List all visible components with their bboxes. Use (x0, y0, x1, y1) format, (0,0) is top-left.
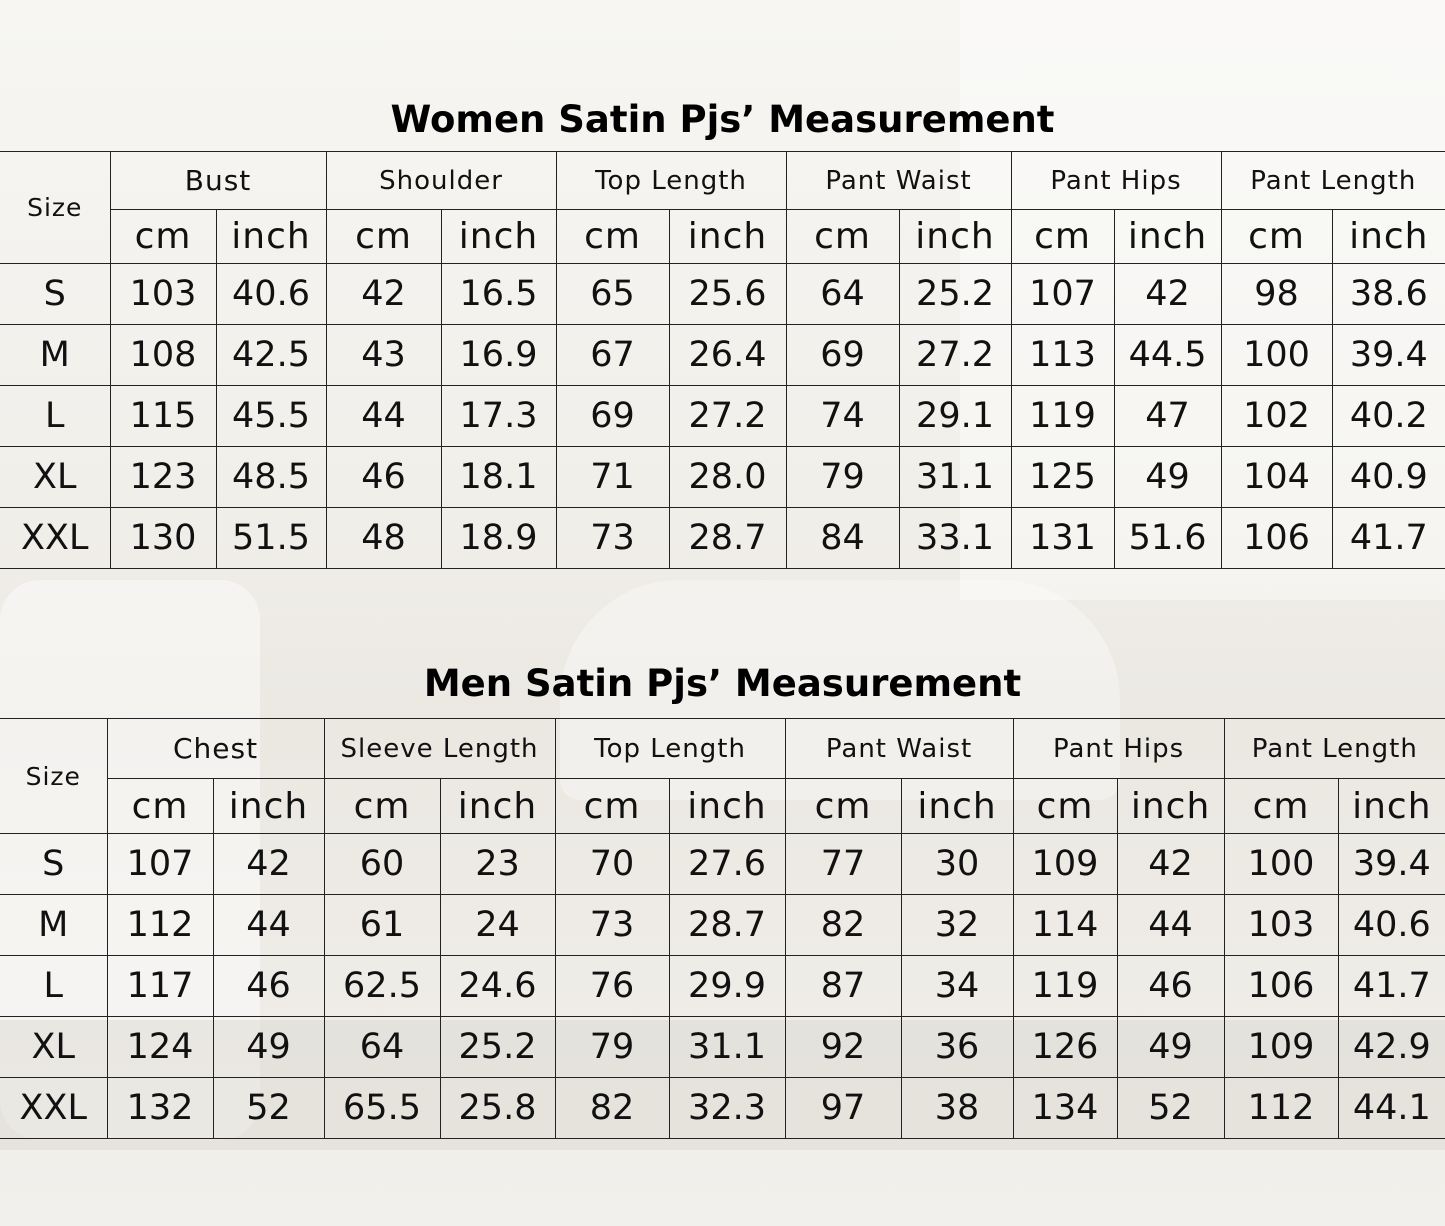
measurement-cell: 16.9 (441, 325, 556, 386)
measurement-cell: 46 (213, 956, 324, 1017)
table-row (0, 264, 1445, 325)
table-row (0, 386, 1445, 447)
unit-inch: inch (441, 210, 556, 264)
measurement-cell: 62.5 (324, 956, 440, 1017)
size-cell: M (0, 895, 107, 956)
measurement-cell: 24.6 (440, 956, 555, 1017)
measurement-cell: 109 (1224, 1017, 1338, 1078)
men-table-body (0, 834, 1445, 1139)
unit-inch: inch (1338, 779, 1445, 834)
measurement-cell: 18.1 (441, 447, 556, 508)
unit-cm: cm (107, 779, 213, 834)
measurement-cell: 41.7 (1332, 508, 1445, 569)
measurement-cell: 87 (785, 956, 901, 1017)
measurement-cell: 71 (556, 447, 669, 508)
men-chart-title: Men Satin Pjs’ Measurement (423, 662, 1022, 705)
unit-inch: inch (1117, 779, 1224, 834)
unit-cm: cm (1224, 779, 1338, 834)
measurement-cell: 70 (555, 834, 669, 895)
measurement-cell: 39.4 (1332, 325, 1445, 386)
measurement-cell: 24 (440, 895, 555, 956)
measurement-cell: 100 (1224, 834, 1338, 895)
measurement-cell: 29.1 (899, 386, 1011, 447)
pant-length-header: Pant Length (1221, 152, 1445, 210)
pant-hips-header: Pant Hips (1013, 719, 1224, 779)
measurement-cell: 74 (786, 386, 899, 447)
measurement-cell: 48.5 (216, 447, 326, 508)
measurement-cell: 32 (901, 895, 1013, 956)
unit-cm: cm (1013, 779, 1117, 834)
measurement-cell: 49 (1114, 447, 1221, 508)
size-cell: S (0, 834, 107, 895)
bust-header: Bust (110, 152, 326, 210)
unit-inch: inch (1332, 210, 1445, 264)
measurement-cell: 33.1 (899, 508, 1011, 569)
measurement-cell: 43 (326, 325, 441, 386)
measurement-cell: 27.2 (669, 386, 786, 447)
measurement-cell: 134 (1013, 1078, 1117, 1139)
men-size-table (0, 718, 1445, 1139)
measurement-cell: 16.5 (441, 264, 556, 325)
measurement-cell: 103 (110, 264, 216, 325)
measurement-cell: 27.6 (669, 834, 785, 895)
table-row (0, 447, 1445, 508)
measurement-cell: 42 (326, 264, 441, 325)
measurement-cell: 28.7 (669, 895, 785, 956)
measurement-cell: 119 (1011, 386, 1114, 447)
measurement-cell: 65.5 (324, 1078, 440, 1139)
table-row (0, 895, 1445, 956)
measurement-cell: 79 (555, 1017, 669, 1078)
measurement-cell: 125 (1011, 447, 1114, 508)
measurement-cell: 98 (1221, 264, 1332, 325)
size-cell: XL (0, 447, 110, 508)
table-row (0, 508, 1445, 569)
unit-inch: inch (669, 210, 786, 264)
measurement-cell: 42 (1117, 834, 1224, 895)
table-row (0, 834, 1445, 895)
measurement-cell: 36 (901, 1017, 1013, 1078)
measurement-cell: 39.4 (1338, 834, 1445, 895)
size-cell: M (0, 325, 110, 386)
measurement-cell: 40.6 (216, 264, 326, 325)
measurement-cell: 64 (324, 1017, 440, 1078)
measurement-cell: 69 (786, 325, 899, 386)
unit-inch: inch (669, 779, 785, 834)
size-cell: XL (0, 1017, 107, 1078)
measurement-cell: 49 (1117, 1017, 1224, 1078)
pant-waist-header: Pant Waist (785, 719, 1013, 779)
measurement-cell: 67 (556, 325, 669, 386)
measurement-cell: 103 (1224, 895, 1338, 956)
table-row (0, 1078, 1445, 1139)
women-chart-title: Women Satin Pjs’ Measurement (390, 98, 1055, 141)
size-cell: XXL (0, 508, 110, 569)
table-row (0, 956, 1445, 1017)
measurement-cell: 40.6 (1338, 895, 1445, 956)
measurement-cell: 73 (555, 895, 669, 956)
measurement-cell: 130 (110, 508, 216, 569)
measurement-cell: 92 (785, 1017, 901, 1078)
size-header: Size (0, 152, 110, 264)
measurement-cell: 25.6 (669, 264, 786, 325)
measurement-cell: 25.2 (440, 1017, 555, 1078)
measurement-cell: 32.3 (669, 1078, 785, 1139)
unit-cm: cm (1221, 210, 1332, 264)
measurement-cell: 106 (1224, 956, 1338, 1017)
measurement-cell: 38.6 (1332, 264, 1445, 325)
measurement-cell: 64 (786, 264, 899, 325)
measurement-cell: 42 (213, 834, 324, 895)
unit-cm: cm (324, 779, 440, 834)
women-table-body (0, 264, 1445, 569)
unit-cm: cm (556, 210, 669, 264)
table-header-row (0, 719, 1445, 779)
top-length-header: Top Length (556, 152, 786, 210)
unit-inch: inch (216, 210, 326, 264)
measurement-cell: 61 (324, 895, 440, 956)
measurement-cell: 42 (1114, 264, 1221, 325)
unit-cm: cm (786, 210, 899, 264)
unit-cm: cm (1011, 210, 1114, 264)
measurement-cell: 27.2 (899, 325, 1011, 386)
table-header-row (0, 152, 1445, 210)
measurement-cell: 114 (1013, 895, 1117, 956)
measurement-cell: 34 (901, 956, 1013, 1017)
measurement-cell: 126 (1013, 1017, 1117, 1078)
measurement-cell: 29.9 (669, 956, 785, 1017)
measurement-cell: 46 (1117, 956, 1224, 1017)
measurement-cell: 38 (901, 1078, 1013, 1139)
pant-length-header: Pant Length (1224, 719, 1445, 779)
measurement-cell: 45.5 (216, 386, 326, 447)
measurement-cell: 44 (213, 895, 324, 956)
measurement-cell: 107 (1011, 264, 1114, 325)
measurement-cell: 41.7 (1338, 956, 1445, 1017)
measurement-cell: 109 (1013, 834, 1117, 895)
measurement-cell: 132 (107, 1078, 213, 1139)
sleeve-length-header: Sleeve Length (324, 719, 555, 779)
measurement-cell: 47 (1114, 386, 1221, 447)
measurement-cell: 69 (556, 386, 669, 447)
table-unit-row (0, 210, 1445, 264)
measurement-cell: 23 (440, 834, 555, 895)
measurement-cell: 112 (1224, 1078, 1338, 1139)
measurement-cell: 18.9 (441, 508, 556, 569)
unit-inch: inch (899, 210, 1011, 264)
unit-inch: inch (213, 779, 324, 834)
unit-inch: inch (901, 779, 1013, 834)
size-cell: L (0, 386, 110, 447)
measurement-cell: 44 (326, 386, 441, 447)
measurement-cell: 42.9 (1338, 1017, 1445, 1078)
measurement-cell: 46 (326, 447, 441, 508)
unit-cm: cm (785, 779, 901, 834)
measurement-cell: 106 (1221, 508, 1332, 569)
measurement-cell: 44.1 (1338, 1078, 1445, 1139)
measurement-cell: 40.9 (1332, 447, 1445, 508)
measurement-cell: 60 (324, 834, 440, 895)
unit-inch: inch (440, 779, 555, 834)
measurement-cell: 119 (1013, 956, 1117, 1017)
measurement-cell: 124 (107, 1017, 213, 1078)
measurement-cell: 117 (107, 956, 213, 1017)
measurement-cell: 40.2 (1332, 386, 1445, 447)
measurement-cell: 44 (1117, 895, 1224, 956)
pant-hips-header: Pant Hips (1011, 152, 1221, 210)
table-row (0, 325, 1445, 386)
measurement-cell: 107 (107, 834, 213, 895)
table-unit-row (0, 779, 1445, 834)
size-cell: S (0, 264, 110, 325)
measurement-cell: 48 (326, 508, 441, 569)
measurement-cell: 28.7 (669, 508, 786, 569)
women-size-table (0, 151, 1445, 569)
measurement-cell: 30 (901, 834, 1013, 895)
measurement-cell: 26.4 (669, 325, 786, 386)
measurement-cell: 115 (110, 386, 216, 447)
measurement-cell: 44.5 (1114, 325, 1221, 386)
pant-waist-header: Pant Waist (786, 152, 1011, 210)
measurement-cell: 79 (786, 447, 899, 508)
measurement-cell: 123 (110, 447, 216, 508)
measurement-cell: 112 (107, 895, 213, 956)
measurement-cell: 108 (110, 325, 216, 386)
measurement-cell: 52 (213, 1078, 324, 1139)
unit-cm: cm (326, 210, 441, 264)
measurement-cell: 52 (1117, 1078, 1224, 1139)
measurement-cell: 17.3 (441, 386, 556, 447)
measurement-cell: 51.6 (1114, 508, 1221, 569)
measurement-cell: 73 (556, 508, 669, 569)
measurement-cell: 131 (1011, 508, 1114, 569)
measurement-cell: 25.2 (899, 264, 1011, 325)
measurement-cell: 102 (1221, 386, 1332, 447)
chest-header: Chest (107, 719, 324, 779)
measurement-cell: 65 (556, 264, 669, 325)
unit-inch: inch (1114, 210, 1221, 264)
measurement-cell: 104 (1221, 447, 1332, 508)
measurement-cell: 31.1 (899, 447, 1011, 508)
measurement-cell: 25.8 (440, 1078, 555, 1139)
measurement-cell: 31.1 (669, 1017, 785, 1078)
size-cell: L (0, 956, 107, 1017)
measurement-cell: 113 (1011, 325, 1114, 386)
measurement-cell: 82 (785, 895, 901, 956)
measurement-cell: 97 (785, 1078, 901, 1139)
top-length-header: Top Length (555, 719, 785, 779)
measurement-cell: 42.5 (216, 325, 326, 386)
unit-cm: cm (110, 210, 216, 264)
measurement-cell: 76 (555, 956, 669, 1017)
measurement-cell: 84 (786, 508, 899, 569)
measurement-cell: 77 (785, 834, 901, 895)
size-header: Size (0, 719, 107, 834)
measurement-cell: 28.0 (669, 447, 786, 508)
table-row (0, 1017, 1445, 1078)
unit-cm: cm (555, 779, 669, 834)
measurement-cell: 51.5 (216, 508, 326, 569)
measurement-cell: 49 (213, 1017, 324, 1078)
measurement-cell: 82 (555, 1078, 669, 1139)
measurement-cell: 100 (1221, 325, 1332, 386)
size-cell: XXL (0, 1078, 107, 1139)
shoulder-header: Shoulder (326, 152, 556, 210)
